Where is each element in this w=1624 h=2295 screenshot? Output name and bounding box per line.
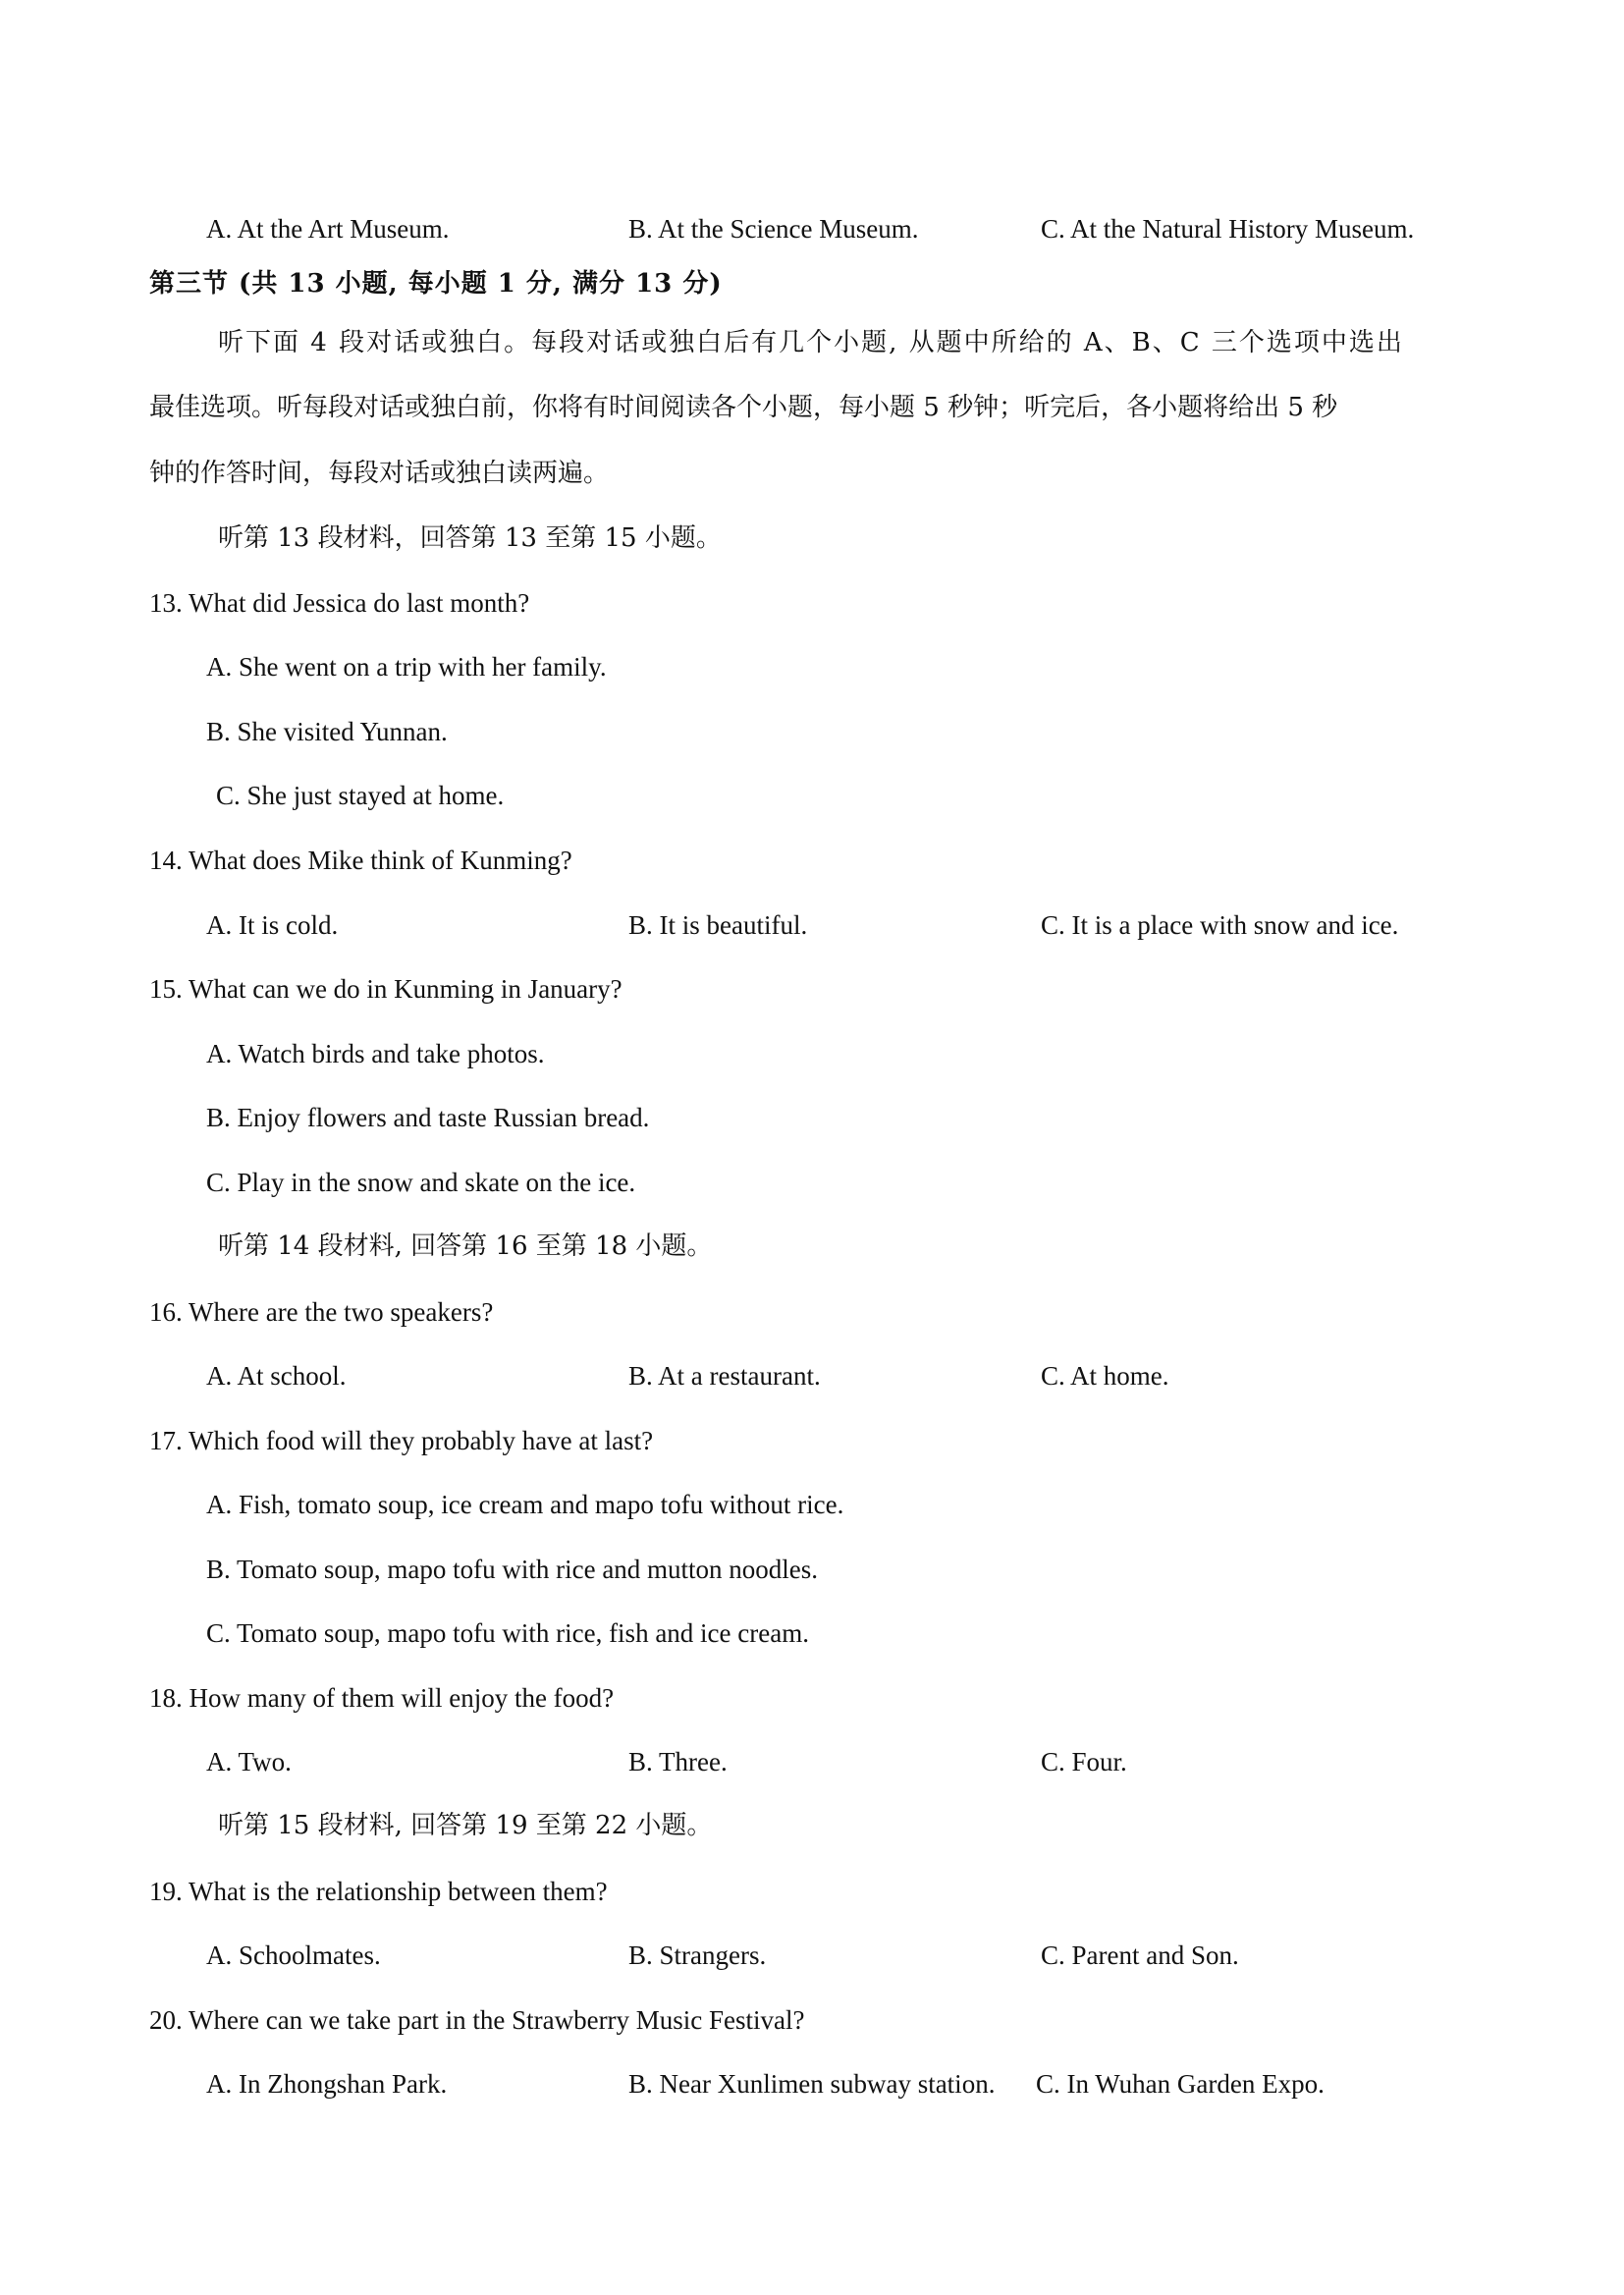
q19-option-b: B. Strangers. (628, 1940, 767, 1970)
q16-option-a: A. At school. (206, 1361, 347, 1391)
question-14: 14. What does Mike think of Kunming? (149, 846, 572, 875)
q12-option-c: C. At the Natural History Museum. (1041, 214, 1415, 244)
q13-option-c: C. She just stayed at home. (216, 781, 505, 810)
q15-option-a: A. Watch birds and take photos. (206, 1039, 545, 1068)
question-15: 15. What can we do in Kunming in January? (149, 974, 623, 1004)
q13-option-a: A. She went on a trip with her family. (206, 652, 607, 682)
q13-option-b: B. She visited Yunnan. (206, 717, 448, 746)
section-intro-14: 听第 14 段材料, 回答第 16 至第 18 小题。 (218, 1231, 713, 1261)
q16-option-c: C. At home. (1041, 1361, 1169, 1391)
q18-option-c: C. Four. (1041, 1747, 1127, 1776)
q14-option-b: B. It is beautiful. (628, 910, 808, 940)
q14-option-c: C. It is a place with snow and ice. (1041, 910, 1399, 940)
q12-option-b: B. At the Science Museum. (628, 214, 919, 244)
q17-option-b: B. Tomato soup, mapo tofu with rice and mutton noodles. (206, 1555, 819, 1584)
instructions-line-2: 最佳选项。听每段对话或独白前，你将有时间阅读各个小题，每小题 5 秒钟；听完后，各小题将给出 5 秒 (149, 393, 1338, 422)
question-18: 18. How many of them will enjoy the food? (149, 1683, 615, 1713)
q20-option-a: A. In Zhongshan Park. (206, 2069, 448, 2099)
question-16: 16. Where are the two speakers? (149, 1297, 494, 1327)
section-heading: 第三节 (共 13 小题, 每小题 1 分, 满分 13 分) (149, 269, 723, 299)
question-17: 17. Which food will they probably have at last? (149, 1426, 654, 1455)
q18-option-b: B. Three. (628, 1747, 728, 1776)
q18-option-a: A. Two. (206, 1747, 292, 1776)
instructions-line-1: 听下面 4 段对话或独白。每段对话或独白后有几个小题, 从题中所给的 A、B、C 三个选项中选出 (218, 328, 1404, 357)
q20-option-c: C. In Wuhan Garden Expo. (1036, 2069, 1325, 2099)
question-19: 19. What is the relationship between them? (149, 1877, 608, 1906)
q16-option-b: B. At a restaurant. (628, 1361, 821, 1391)
q15-option-c: C. Play in the snow and skate on the ice. (206, 1168, 636, 1197)
section-intro-15: 听第 15 段材料, 回答第 19 至第 22 小题。 (218, 1811, 713, 1840)
q17-option-a: A. Fish, tomato soup, ice cream and mapo tofu without rice. (206, 1490, 844, 1519)
question-20: 20. Where can we take part in the Strawberry Music Festival? (149, 2005, 805, 2035)
section-intro-13: 听第 13 段材料，回答第 13 至第 15 小题。 (218, 523, 722, 553)
q20-option-b: B. Near Xunlimen subway station. (628, 2069, 996, 2099)
q19-option-c: C. Parent and Son. (1041, 1940, 1239, 1970)
q17-option-c: C. Tomato soup, mapo tofu with rice, fish and ice cream. (206, 1618, 809, 1648)
instructions-line-3: 钟的作答时间，每段对话或独白读两遍。 (149, 459, 610, 488)
q19-option-a: A. Schoolmates. (206, 1940, 381, 1970)
q14-option-a: A. It is cold. (206, 910, 339, 940)
q15-option-b: B. Enjoy flowers and taste Russian bread. (206, 1103, 650, 1132)
q12-option-a: A. At the Art Museum. (206, 214, 450, 244)
question-13: 13. What did Jessica do last month? (149, 588, 530, 618)
